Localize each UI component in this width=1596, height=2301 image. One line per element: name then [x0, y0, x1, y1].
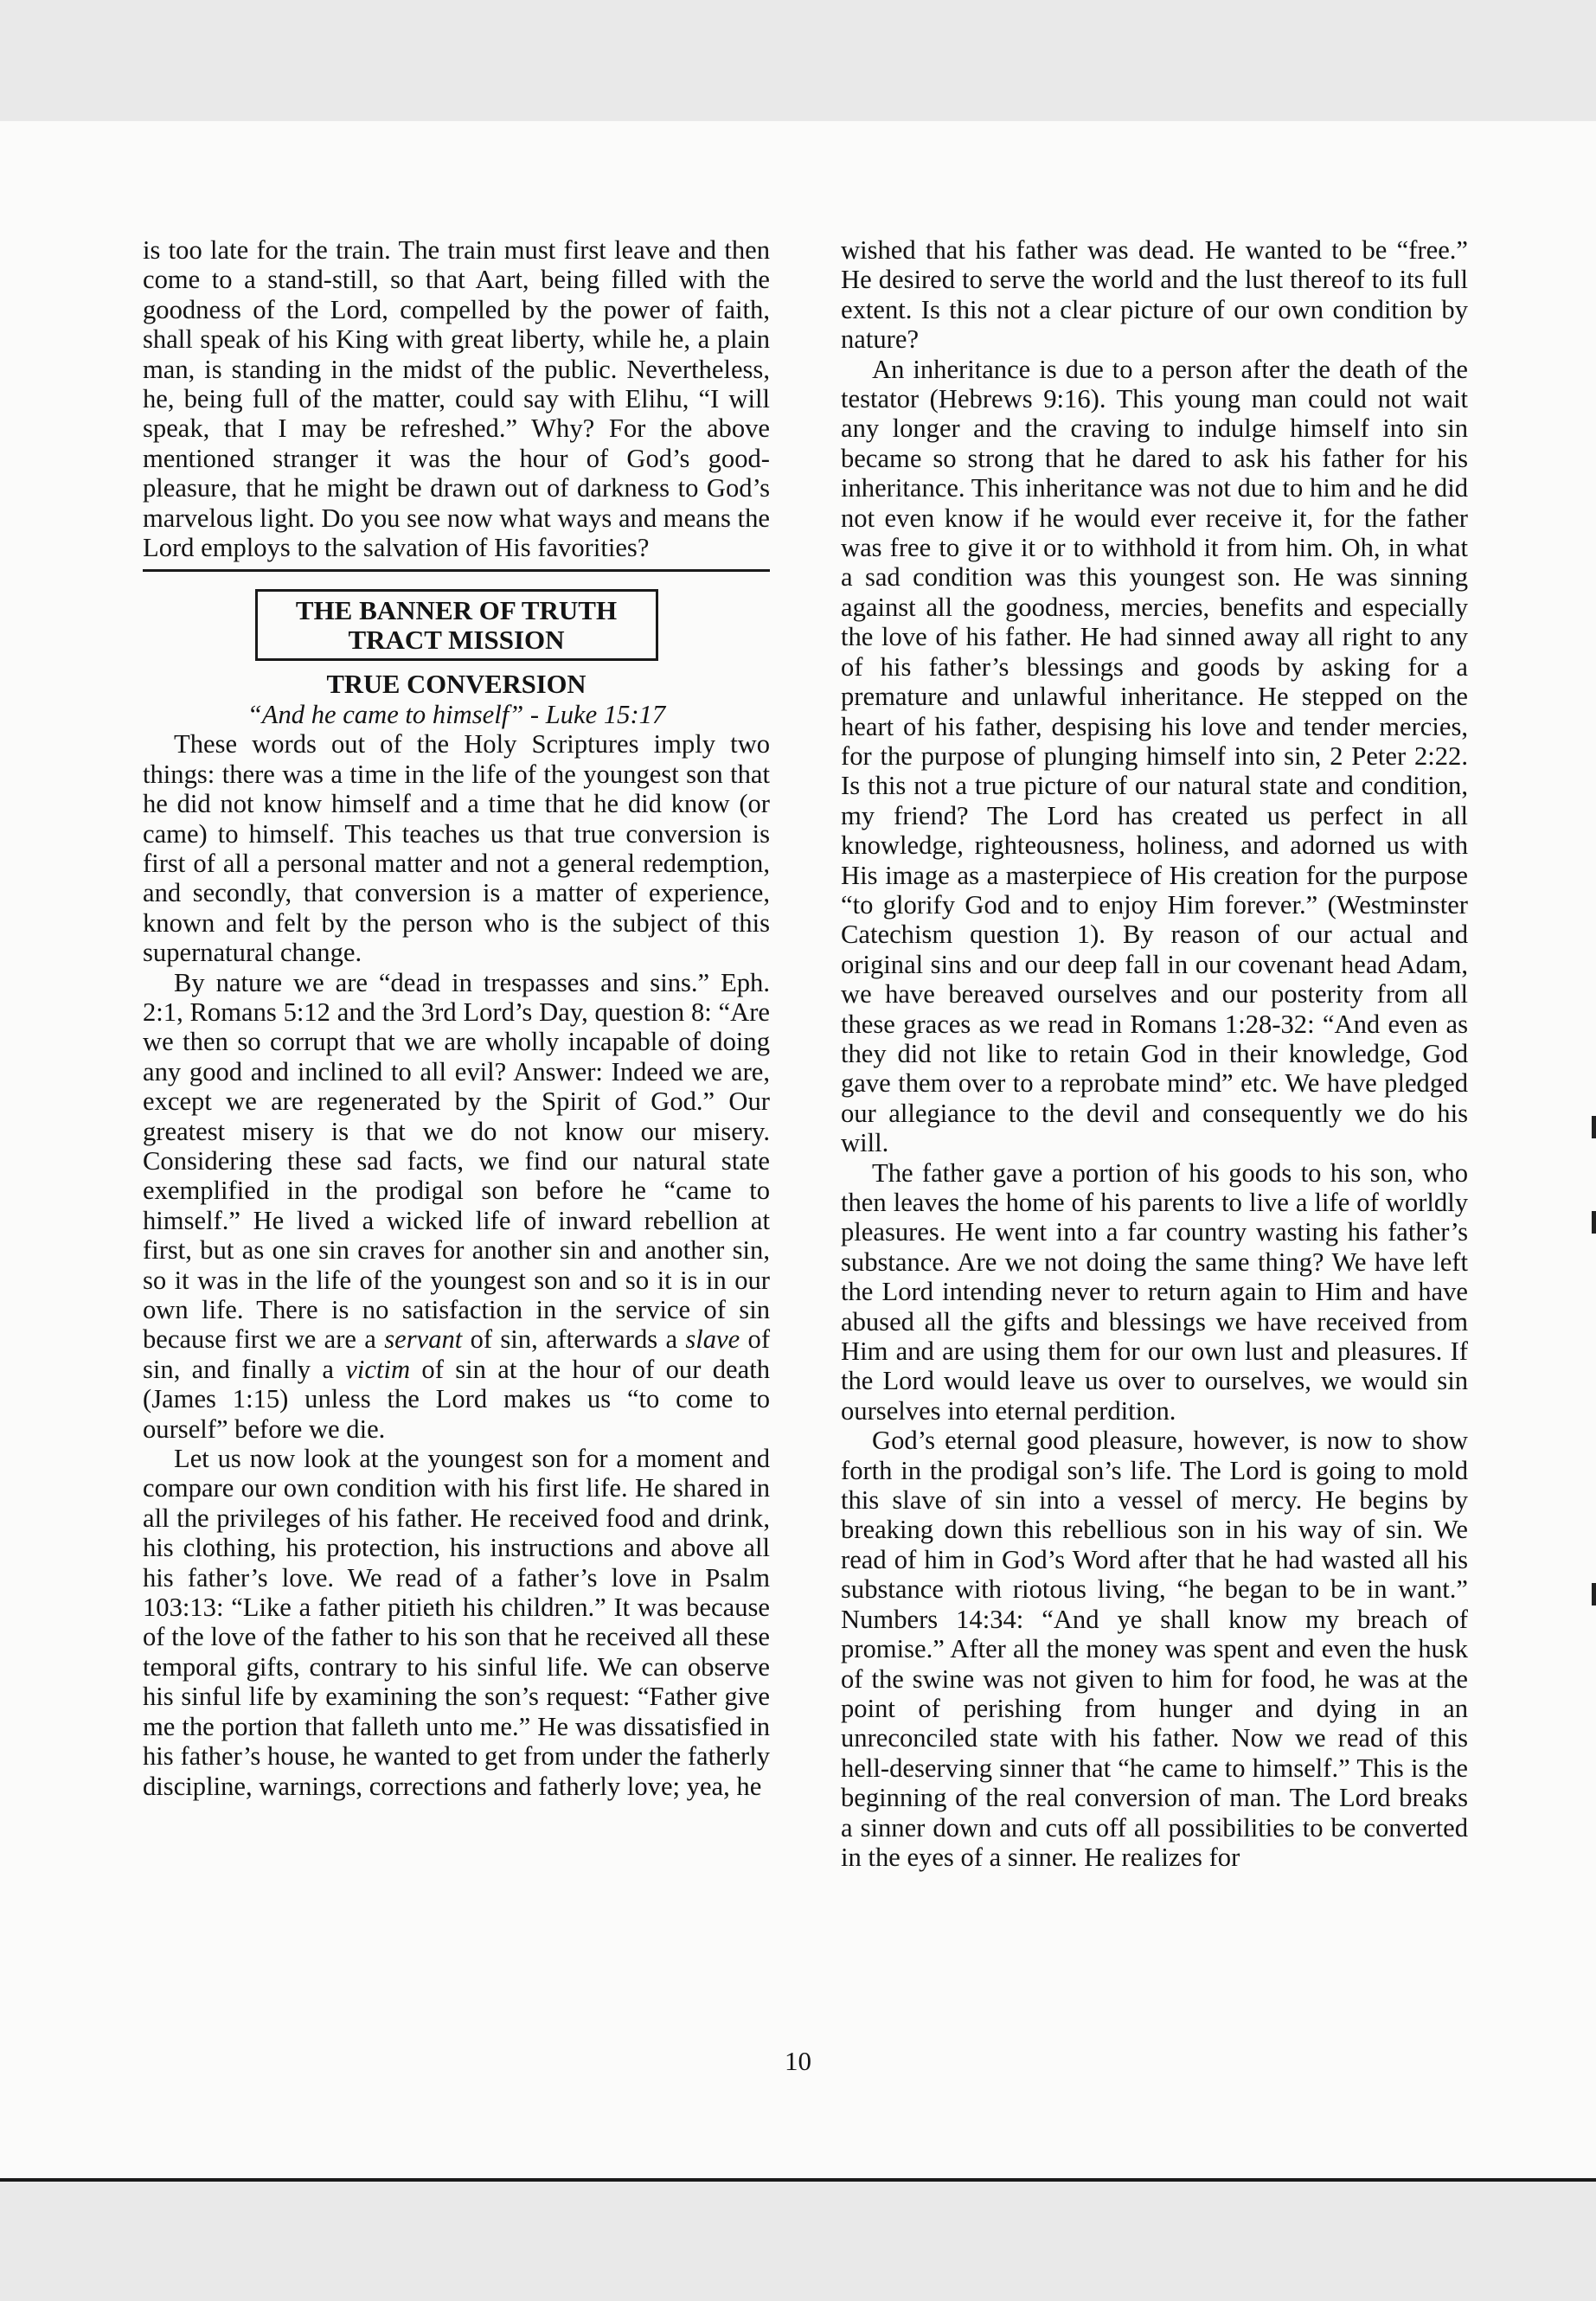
paragraph-7: God’s eternal good pleasure, however, is now to show forth in the prodigal son’s life. The Lord is going to mold this slave of sin into a vessel of mercy. He begins by breaking down this rebellious son in his way of sin. We read of him in God’s Word after that he had wasted all his substance with riotous living, “he began to be in want.” Numbers 14:34: “And ye shall know my breach of promise.” After all the money was spent and even the husk of the swine was not given to him for food, he was at the point of perishing from hunger and dying in an unreconciled state with his father. Now we read of this hell-deserving sinner that “he came to himself.” This is the beginning of the real conversion of man. The Lord breaks a sinner down and cuts off all possibilities to be converted in the eyes of a sinner. He realizes for — [841, 1426, 1468, 1872]
banner-line-1: THE BANNER OF TRUTH — [295, 595, 618, 626]
right-column — [841, 235, 1468, 1872]
emphasis-slave: slave — [685, 1324, 740, 1355]
paragraph-2-part-a: By nature we are “dead in trespasses and sins.” Eph. 2:1, Romans 5:12 and the 3rd Lord’s Day, question 8: “Are we then so corrupt that we are wholly incapable of doing any good and inclined to all evil? Answer: Indeed we are, except we are regenerated by the Spirit of God.” Our greatest misery is that we do not know our misery. Considering these sad facts, we find our natural state exemplified in the prodigal son before he “came to himself.” He lived a wicked life of inward rebellion at first, but as one sin craves for another sin and another sin, so it was in the life of the youngest son and so it is in our own life. There is no satisfaction in the service of sin because first we are a — [143, 967, 770, 1355]
banner-line-2: TRACT MISSION — [348, 625, 565, 656]
paragraph-2-part-b: of sin, afterwards a — [470, 1324, 678, 1355]
emphasis-victim: victim — [345, 1354, 411, 1384]
paragraph-6: The father gave a portion of his goods to his son, who then leaves the home of his parents to live a life of worldly pleasures. He went into a far country wasting his father’s substance. Are we not doing the same thing? We have left the Lord intending never to return again to Him and have abused all the gifts and blessings we have received from Him and are using them for our own lust and pleasures. If the Lord would leave us over to ourselves, we would sin ourselves into eternal perdition. — [841, 1157, 1468, 1426]
page-number: 10 — [785, 2046, 811, 2076]
paragraph-4: wished that his father was dead. He wanted to be “free.” He desired to serve the world and the lust thereof to its full extent. Is this not a clear picture of our own condition by nature? — [841, 235, 1468, 355]
banner-box — [255, 589, 658, 661]
paragraph-3: Let us now look at the youngest son for a moment and compare our own condition with his first life. He shared in all the privileges of his father. He received food and drink, his clothing, his protection, his instructions and above all his father’s love. We read of a father’s love in Psalm 103:13: “Like a father pitieth his children.” It was because of the love of the father to his son that he received all these temporal gifts, contrary to his sinful life. We can observe his sinful life by examining the son’s request: “Father give me the portion that falleth unto me.” He was dissatisfied in his father’s house, he wanted to get from under the fatherly discipline, warnings, corrections and fatherly love; yea, he — [143, 1444, 770, 1801]
intro-paragraph: is too late for the train. The train must first leave and then come to a stand-still, so that Aart, being filled with the goodness of the Lord, compelled by the power of faith, shall speak of his King with great liberty, while he, a plain man, is standing in the midst of the public. Nevertheless, he, being full of the matter, could say with Elihu, “I will speak, that I may be refreshed.” Why? For the above mentioned stranger it was the hour of God’s good-pleasure, that he might be drawn out of darkness to God’s marvelous light. Do you see now what ways and means the Lord employs to the salvation of His favorities? — [143, 235, 770, 563]
paragraph-2-part-d: of sin at the hour of our death (James 1:15) unless the Lord makes us “to come to ourself” before we die. — [143, 1354, 770, 1444]
paragraph-2 — [143, 968, 770, 1445]
edge-mark-2 — [1592, 1211, 1596, 1234]
article-subtitle: “And he came to himself” - Luke 15:17 — [247, 699, 666, 729]
emphasis-servant: servant — [384, 1324, 463, 1355]
article-title: TRUE CONVERSION — [326, 670, 586, 700]
paragraph-1: These words out of the Holy Scriptures imply two things: there was a time in the life of the youngest son that he did not know himself and a time that he did know (or came) to himself. This teaches us that true conversion is first of all a personal matter and not a general redemption, and secondly, that conversion is a matter of experience, known and felt by the person who is the subject of this supernatural change. — [143, 729, 770, 968]
paragraph-5: An inheritance is due to a person after the death of the testator (Hebrews 9:16). This young man could not wait any longer and the craving to indulge himself into sin became so strong that he dared to ask his father for his inheritance. This inheritance was not due to him and he did not even know if he would ever receive it, for the father was free to give it or to withhold it from him. Oh, in what a sad condition was this youngest son. He was sinning against all the goodness, mercies, benefits and especially the love of his father. He had sinned away all right to any of his father’s blessings and goods by asking for a premature and unlawful inheritance. He stepped on the heart of his father, despising his love and tender mercies, for the purpose of plunging himself into sin, 2 Peter 2:22. Is this not a true picture of our natural state and condition, my friend? The Lord has created us perfect in all knowledge, righteousness, holiness, and adorned us with His image as a masterpiece of His creation for the purpose “to glorify God and to enjoy Him forever.” (Westminster Catechism question 1). By reason of our actual and original sins and our deep fall in our covenant head Adam, we have bereaved ourselves and our posterity from all these graces as we read in Romans 1:28-32: “And even as they did not like to retain God in their knowledge, God gave them over to a reprobate mind” etc. We have pledged our allegiance to the devil and consequently we do his will. — [841, 354, 1468, 1158]
edge-mark-1 — [1592, 1116, 1596, 1138]
section-divider — [143, 569, 770, 572]
edge-mark-3 — [1592, 1583, 1596, 1606]
page-bottom-edge — [0, 2178, 1596, 2182]
paragraph-2-part-c: of sin, and finally a — [143, 1324, 771, 1384]
left-column — [143, 235, 770, 1801]
